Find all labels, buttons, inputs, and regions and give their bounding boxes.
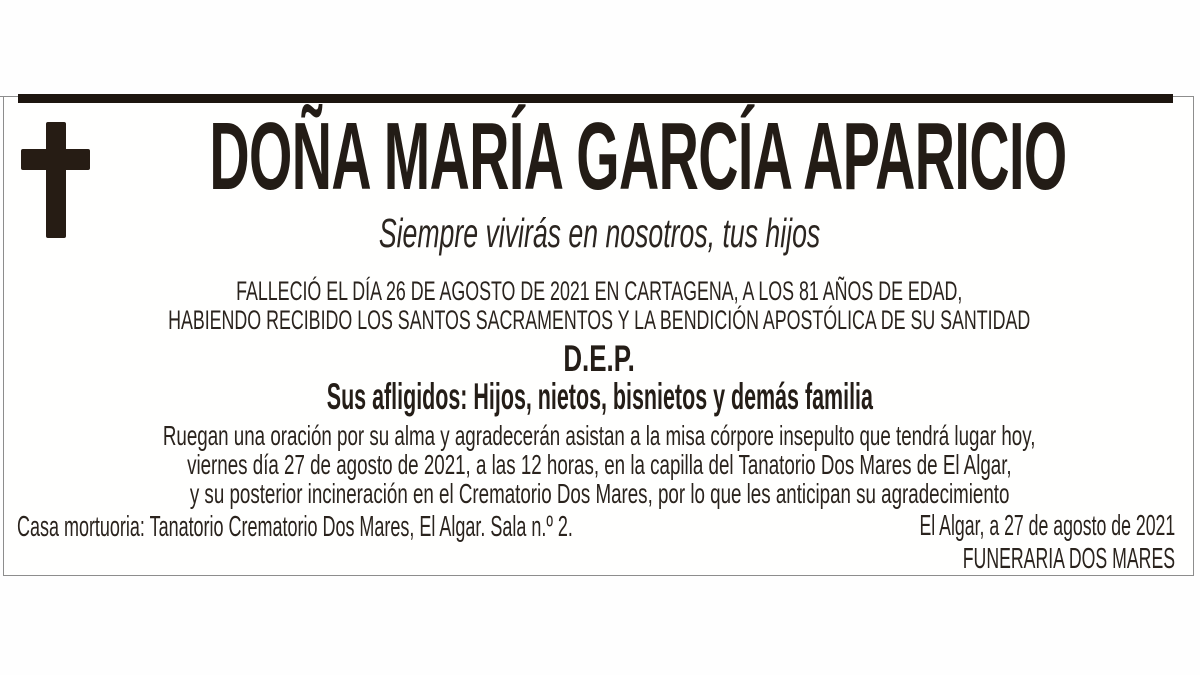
mourning-top-bar (18, 94, 1173, 103)
dep-abbreviation: D.E.P. (563, 338, 636, 379)
epitaph-line: Siempre vivirás en nosotros, tus hijos (378, 210, 821, 256)
funeral-request-line-3: y su posterior incineración en el Crematorio Dos Mares, por lo que les anticipan su agradecimiento (189, 478, 1010, 509)
mortuary-house-line: Casa mortuoria: Tanatorio Crematorio Dos Mares, El Algar. Sala n.º 2. (17, 511, 573, 543)
footer-right-block (756, 512, 1175, 574)
funeral-request-line-2: viernes día 27 de agosto de 2021, a las 12 horas, en la capilla del Tanatorio Dos Mares de El Algar, (187, 449, 1012, 480)
death-details-line-2: HABIENDO RECIBIDO LOS SANTOS SACRAMENTOS Y LA BENDICIÓN APOSTÓLICA DE SU SANTIDAD (168, 305, 1031, 335)
place-and-date-line: El Algar, a 27 de agosto de 2021 (919, 510, 1175, 542)
funeral-request-line-1: Ruegan una oración por su alma y agradecerán asistan a la misa córpore insepulto que tendrá lugar hoy, (163, 420, 1036, 451)
funeral-home-name: FUNERARIA DOS MARES (962, 543, 1175, 575)
deceased-name-title: DOÑA MARÍA GARCÍA APARICIO (208, 103, 1067, 210)
cross-horizontal-stroke (21, 149, 90, 170)
death-details-line-1: FALLECIÓ EL DÍA 26 DE AGOSTO DE 2021 EN CARTAGENA, A LOS 81 AÑOS DE EDAD, (236, 276, 963, 306)
grieving-family-line: Sus afligidos: Hijos, nietos, bisnietos y demás familia (326, 376, 873, 417)
